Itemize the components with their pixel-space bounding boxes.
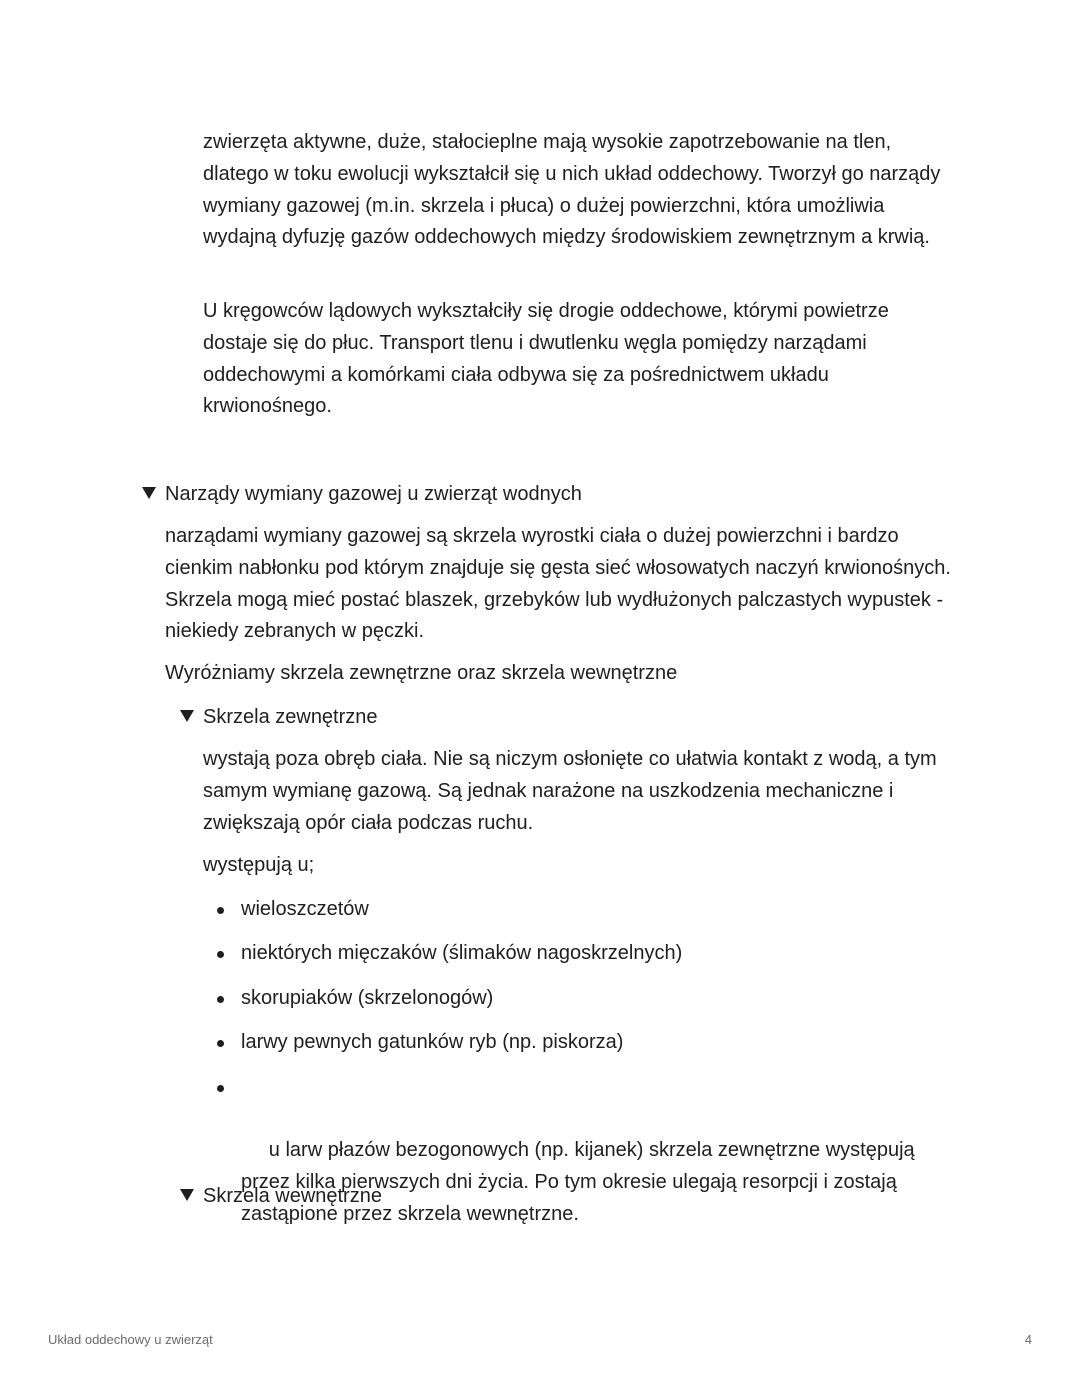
triangle-down-icon bbox=[180, 710, 194, 722]
list-item-text: wieloszczetów bbox=[241, 898, 369, 920]
footer-page-number: 4 bbox=[1024, 1332, 1032, 1347]
triangle-down-icon bbox=[142, 487, 156, 499]
toggle-internal-gills[interactable] bbox=[180, 1181, 382, 1213]
external-gills-paragraph-1: wystają poza obręb ciała. Nie są niczym osłonięte co ułatwia kontakt z wodą, a tym samym wymianę gazową. Są jednak narażone na uszkodzenia mechaniczne i zwiększają opór ciała podczas ruchu. bbox=[203, 748, 937, 834]
bullet-icon bbox=[217, 1040, 224, 1047]
bullet-icon bbox=[217, 996, 224, 1003]
toggle-water-animals-label: Narządy wymiany gazowej u zwierząt wodnych bbox=[165, 483, 582, 505]
list-item bbox=[214, 983, 954, 1015]
water-paragraph-1: narządami wymiany gazowej są skrzela wyrostki ciała o dużej powierzchni i bardzo cienkim nabłonku pod którym znajduje się gęsta sieć włosowatych naczyń krwionośnych. Skrzela mogą mieć postać blaszek, grzebyków lub wydłużonych palczastych wypustek - niekiedy zebranych w pęczki. bbox=[165, 525, 951, 643]
water-paragraph-2: Wyróżniamy skrzela zewnętrzne oraz skrzela wewnętrzne bbox=[165, 662, 678, 684]
list-item-text: larwy pewnych gatunków ryb (np. piskorza) bbox=[241, 1031, 624, 1054]
list-item bbox=[214, 894, 954, 926]
list-item-text: niektórych mięczaków (ślimaków nagoskrzelnych) bbox=[241, 942, 683, 965]
bullet-icon bbox=[217, 951, 224, 958]
toggle-external-gills-label: Skrzela zewnętrzne bbox=[203, 706, 378, 728]
triangle-down-icon bbox=[180, 1189, 194, 1201]
intro-paragraph-2: U kręgowców lądowych wykształciły się drogie oddechowe, którymi powietrze dostaje się do płuc. Transport tlenu i dwutlenku węgla pomiędzy narządami oddechowymi a komórkami ciała odbywa się za pośrednictwem układu krwionośnego. bbox=[203, 300, 889, 418]
list-item-text: u larw płazów bezogonowych (np. kijanek) skrzela zewnętrzne występują przez kilka pierwszych dni życia. Po tym okresie ulegają resorpcji i zostają zastąpione przez skrzela wewnętrzne. bbox=[241, 1139, 921, 1225]
intro-paragraph-1: zwierzęta aktywne, duże, stałocieplne mają wysokie zapotrzebowanie na tlen, dlatego w toku ewolucji wykształcił się u nich układ oddechowy. Tworzył go narządy wymiany gazowej (m.in. skrzela i płuca) o dużej powierzchni, która umożliwia wydajną dyfuzję gazów oddechowych między środowiskiem zewnętrznym a krwią. bbox=[203, 131, 941, 249]
toggle-water-animals[interactable] bbox=[142, 479, 582, 511]
bullet-icon bbox=[217, 907, 224, 914]
list-item bbox=[214, 1072, 954, 1263]
footer-document-title: Układ oddechowy u zwierząt bbox=[48, 1332, 213, 1347]
external-gills-paragraph-2: występują u; bbox=[203, 854, 315, 876]
list-item bbox=[214, 938, 954, 970]
list-item-text: skorupiaków (skrzelonogów) bbox=[241, 986, 494, 1009]
toggle-internal-gills-label: Skrzela wewnętrzne bbox=[203, 1185, 382, 1207]
list-item bbox=[214, 1027, 954, 1059]
bullet-icon bbox=[217, 1085, 224, 1092]
toggle-external-gills[interactable] bbox=[180, 702, 378, 734]
